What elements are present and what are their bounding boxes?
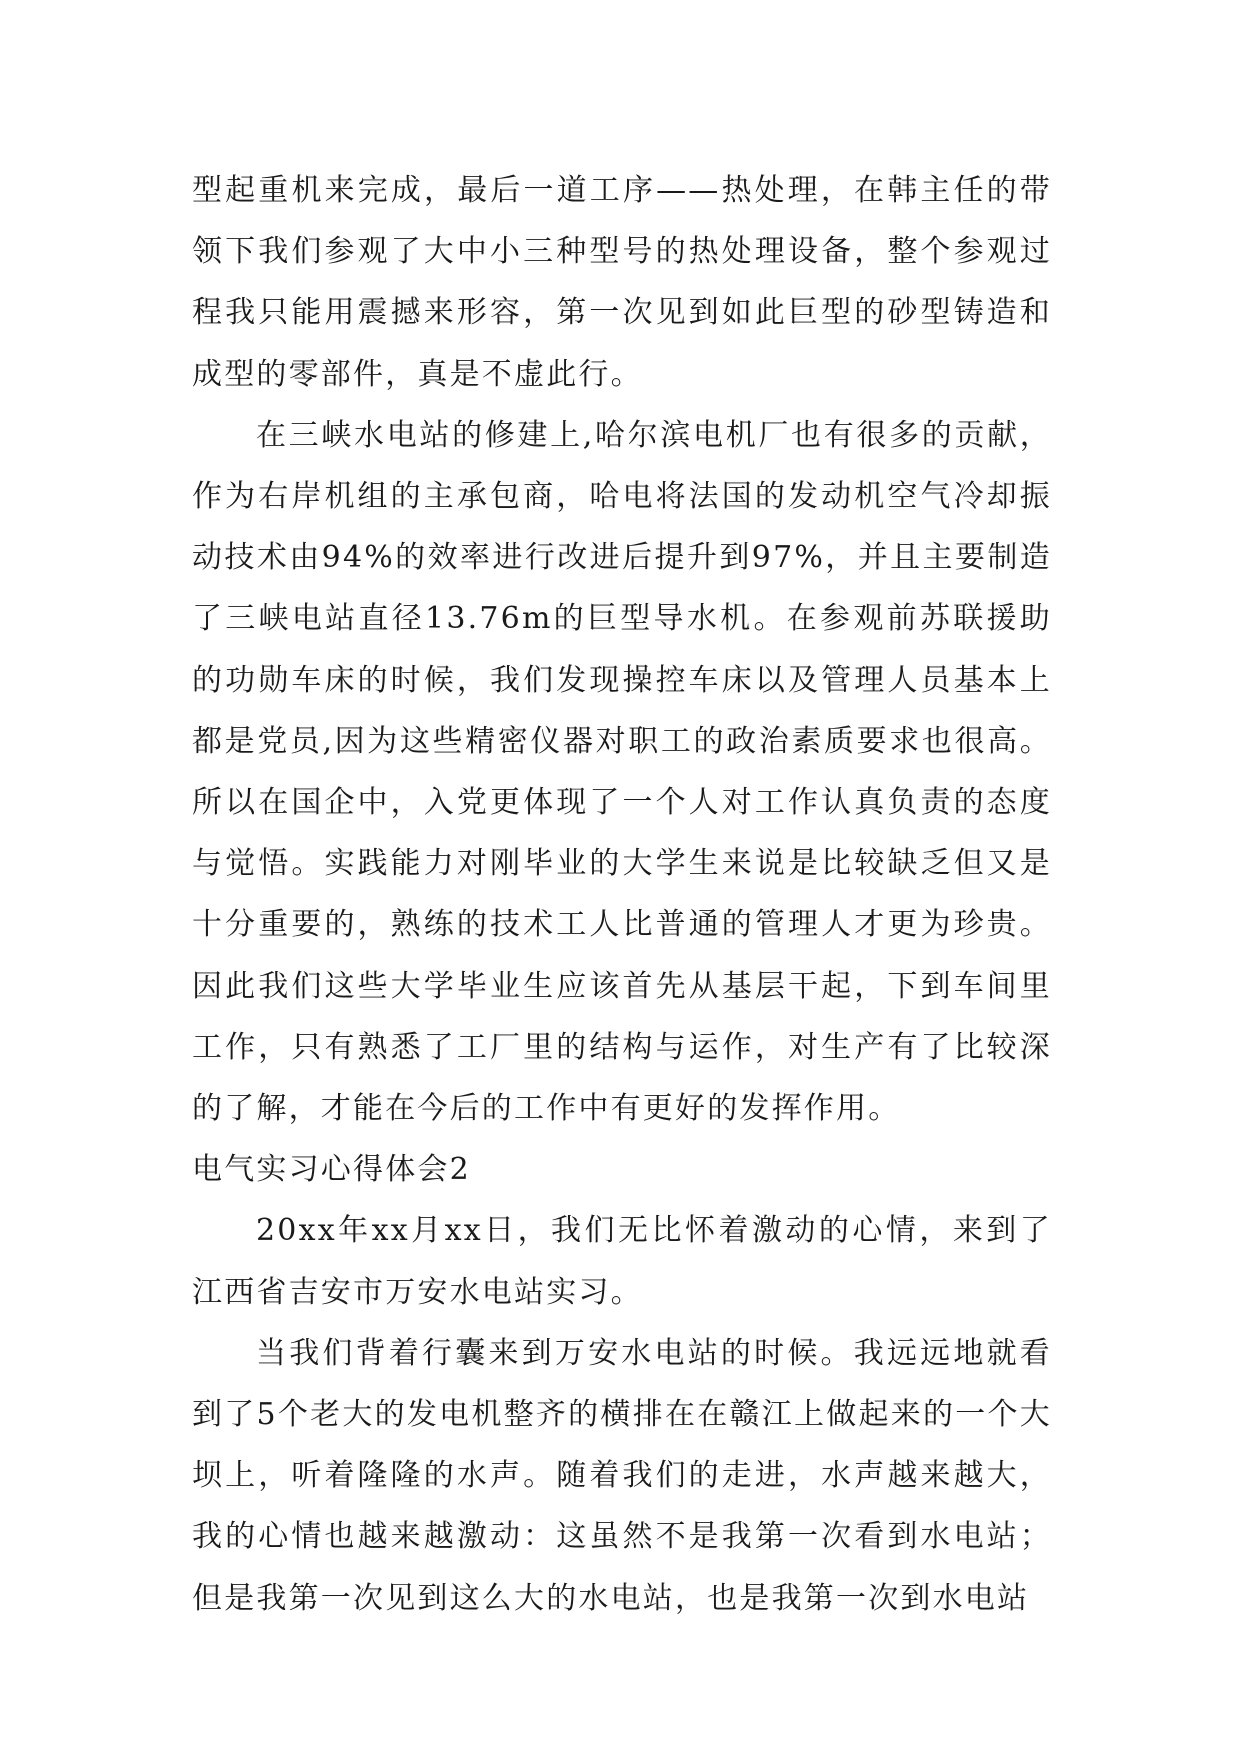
- paragraph-2: 在三峡水电站的修建上,哈尔滨电机厂也有很多的贡献，作为右岸机组的主承包商，哈电将法国的发动机空气冷却振动技术由94%的效率进行改进后提升到97%，并且主要制造了三峡电站直径13.76m的巨型导水机。在参观前苏联援助的功勋车床的时候，我们发现操控车床以及管理人员基本上都是党员,因为这些精密仪器对职工的政治素质要求也很高。所以在国企中，入党更体现了一个人对工作认真负责的态度与觉悟。实践能力对刚毕业的大学生来说是比较缺乏但又是十分重要的，熟练的技术工人比普通的管理人才更为珍贵。因此我们这些大学毕业生应该首先从基层干起，下到车间里工作，只有熟悉了工厂里的结构与运作，对生产有了比较深的了解，才能在今后的工作中有更好的发挥作用。: [192, 417, 1052, 1127]
- paragraph-4: 当我们背着行囊来到万安水电站的时候。我远远地就看到了5个老大的发电机整齐的横排在在赣江上做起来的一个大坝上，听着隆隆的水声。随着我们的走进，水声越来越大，我的心情也越来越激动：这虽然不是我第一次看到水电站；但是我第一次见到这么大的水电站，也是我第一次到水电站: [192, 1335, 1052, 1616]
- paragraph-3: 20xx年xx月xx日，我们无比怀着激动的心情，来到了江西省吉安市万安水电站实习。: [192, 1213, 1052, 1310]
- paragraph-1: 型起重机来完成，最后一道工序——热处理，在韩主任的带领下我们参观了大中小三种型号的热处理设备，整个参观过程我只能用震撼来形容，第一次见到如此巨型的砂型铸造和成型的零部件，真是不虚此行。: [192, 173, 1052, 392]
- document-body: [192, 160, 1052, 1629]
- section-heading: 电气实习心得体会2: [192, 1152, 471, 1188]
